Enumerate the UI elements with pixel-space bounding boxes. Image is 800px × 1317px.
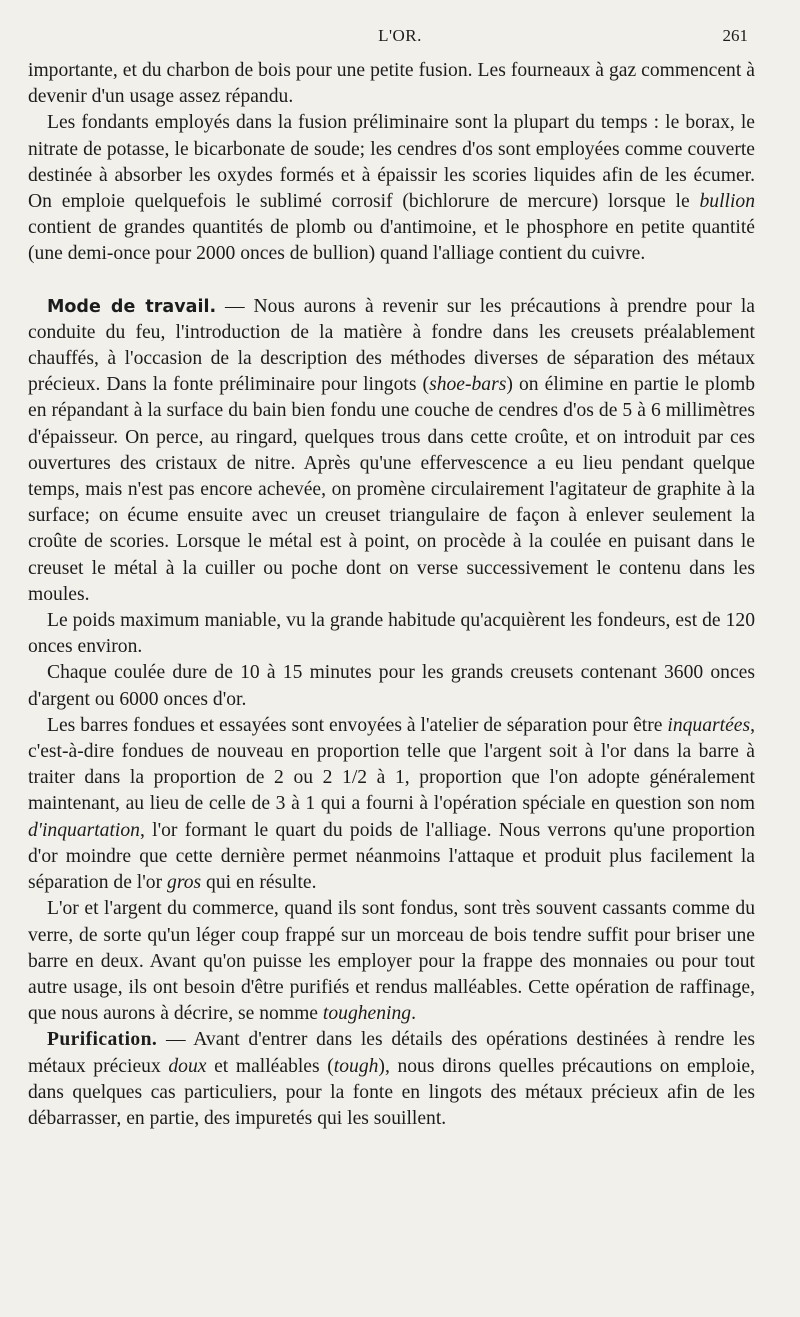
paragraph-text: Chaque coulée dure de 10 à 15 minutes pour les grands creusets contenant 3600 onces d'argent ou 6000 onces d'or. [28, 662, 755, 710]
paragraph-text: . [411, 1003, 416, 1025]
italic-term: gros [167, 872, 202, 894]
section-heading-purification: Purification. [47, 1029, 158, 1051]
paragraph-text: qui en résulte. [201, 872, 317, 894]
italic-term: bullion [699, 191, 755, 213]
paragraph-purification [28, 1027, 755, 1132]
paragraph-fondants [28, 110, 755, 267]
paragraph-text: ) on élimine en partie le plomb en répandant à la surface du bain bien fondu une couche de cendres d'os de 5 à 6 millimètres d'épaisseur. On perce, au ringard, quelques trous dans cette croûte, et on introduit par ces ouvertures des cristaux de nitre. Après qu'une effervescence a eu lieu pendant quelque temps, mais n'est pas encore achevée, on promène circulairement l'agitateur de graphite à la surface; on écume ensuite avec un creuset triangulaire de façon à enlever seulement la croûte de scories. Lorsque le métal est à point, on procède à la coulée en puisant dans le creuset le métal à la cuiller ou poche dont on verse successivement le contenu dans les moules. [28, 374, 755, 605]
running-title: L'OR. [378, 26, 422, 45]
paragraph-text: Les fondants employés dans la fusion préliminaire sont la plupart du temps : le borax, le nitrate de potasse, le bicarbonate de soude; les cendres d'os sont employées comme couverte destinée à absorber les oxydes formés et à épaissir les scories liquides afin de les écumer. On emploie quelquefois le sublimé corrosif (bichlorure de mercure) lorsque le [28, 112, 755, 213]
paragraph-barres-fondues [28, 713, 755, 896]
paragraph-poids-maximum [28, 608, 755, 660]
paragraph-text: Le poids maximum maniable, vu la grande habitude qu'acquièrent les fondeurs, est de 120 onces environ. [28, 610, 755, 658]
paragraph-text: importante, et du charbon de bois pour une petite fusion. Les fourneaux à gaz commencent à devenir d'un usage assez répandu. [28, 60, 755, 108]
paragraph-text: — Avant d'entrer dans les détails des opérations destinées à rendre les métaux précieux [28, 1029, 755, 1077]
body-text [28, 58, 755, 1132]
paragraph-text: L'or et l'argent du commerce, quand ils sont fondus, sont très souvent cassants comme du verre, de sorte qu'un léger coup frappé sur un morceau de bois tendre suffit pour briser une barre en deux. Avant qu'on puisse les employer pour la frappe des monnaies ou pour tout autre usage, ils ont besoin d'être purifiés et rendus malléables. Cette opération de raffinage, que nous aurons à décrire, se nomme [28, 898, 755, 1025]
paragraph-or-et-argent [28, 896, 755, 1027]
italic-term: shoe-bars [429, 374, 507, 396]
italic-term: toughening [322, 1003, 412, 1025]
paragraph-text: , c'est-à-dire fondues de nouveau en proportion telle que l'argent soit à l'or dans la barre à traiter dans la proportion de 2 ou 2 1/2 à 1, proportion que l'on adopte généralement maintenant, au lieu de celle de 3 à 1 qui a fourni à l'opération spéciale en question son nom [28, 714, 755, 815]
page-number: 261 [722, 26, 748, 45]
paragraph-text: — Nous aurons à revenir sur les précautions à prendre pour la conduite du feu, l'introduction de la matière à fondre dans les creusets préalablement chauffés, à l'occasion de la description des méthodes diverses de séparation des métaux précieux. Dans la fonte préliminaire pour lingots ( [28, 295, 755, 396]
paragraph-text: ), nous dirons quelles précautions on emploie, dans quelques cas particuliers, pour la fonte en lingots des métaux précieux afin de les débarrasser, en partie, des impuretés qui les souillent. [28, 1055, 755, 1129]
paragraph-text: contient de grandes quantités de plomb ou d'antimoine, et le phosphore en petite quantité (une demi-once pour 2000 onces de bullion) quand l'alliage contient du cuivre. [28, 217, 755, 265]
italic-term: d'inquartation [28, 819, 140, 841]
paragraph-continuation [28, 58, 755, 110]
paragraph-mode-de-travail [28, 294, 755, 608]
italic-term: inquartées [667, 714, 751, 736]
italic-term: doux [168, 1055, 207, 1077]
italic-term: tough [333, 1055, 379, 1077]
paragraph-text: Les barres fondues et essayées sont envoyées à l'atelier de séparation pour être [47, 714, 668, 736]
paragraph-text: , l'or formant le quart du poids de l'alliage. Nous verrons qu'une proportion d'or moindre que cette dernière permet néanmoins l'attaque et produit plus facilement la séparation de l'or [28, 819, 755, 894]
page-header [0, 26, 800, 54]
section-heading-mode-de-travail: Mode de travail. [47, 296, 217, 317]
paragraph-text: et malléables ( [206, 1055, 334, 1077]
paragraph-coulee [28, 660, 755, 712]
